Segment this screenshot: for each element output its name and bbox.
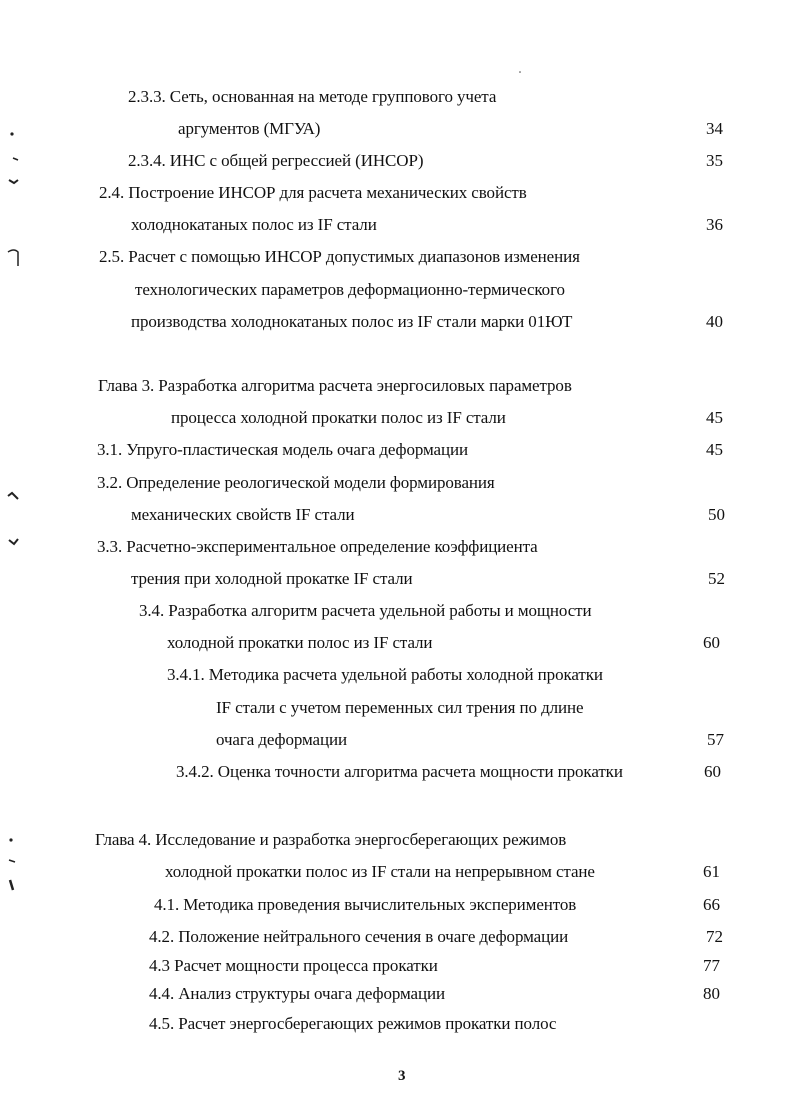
toc-line: аргументов (МГУА) [178, 119, 321, 138]
toc-line: технологических параметров деформационно-термического [135, 280, 565, 299]
toc-page-number: 61 [703, 862, 720, 881]
toc-line: холодной прокатки полос из IF стали [167, 633, 433, 652]
toc-page-number: 72 [706, 927, 723, 946]
toc-page-number: 66 [703, 895, 720, 914]
toc-page-number: 50 [708, 505, 725, 524]
toc-line: трения при холодной прокатке IF стали [131, 569, 413, 588]
toc-line: 3.4.1. Методика расчета удельной работы холодной прокатки [167, 665, 603, 684]
toc-page-number: 52 [708, 569, 725, 588]
toc-line: 4.3 Расчет мощности процесса прокатки [149, 956, 438, 975]
toc-page-number: 35 [706, 151, 723, 170]
toc-line: 2.4. Построение ИНСОР для расчета механических свойств [99, 183, 527, 202]
toc-line: механических свойств IF стали [131, 505, 355, 524]
toc-line: 4.4. Анализ структуры очага деформации [149, 984, 445, 1003]
toc-line: Глава 3. Разработка алгоритма расчета энергосиловых параметров [98, 376, 572, 395]
toc-line: холоднокатаных полос из IF стали [131, 215, 377, 234]
toc-line: 3.2. Определение реологической модели формирования [97, 473, 495, 492]
toc-line: производства холоднокатаных полос из IF стали марки 01ЮТ [131, 312, 573, 331]
toc-page-number: 45 [706, 440, 723, 459]
toc-page-number: 34 [706, 119, 723, 138]
toc-line: 2.5. Расчет с помощью ИНСОР допустимых диапазонов изменения [99, 247, 580, 266]
toc-page-number: 60 [704, 762, 721, 781]
toc-page-number: 40 [706, 312, 723, 331]
toc-line: 3.4. Разработка алгоритм расчета удельной работы и мощности [139, 601, 592, 620]
toc-line: IF стали с учетом переменных сил трения по длине [216, 698, 584, 717]
toc-line: 2.3.3. Сеть, основанная на методе группового учета [128, 87, 497, 106]
toc-line: 4.2. Положение нейтрального сечения в очаге деформации [149, 927, 569, 946]
toc-line: 2.3.4. ИНС с общей регрессией (ИНСОР) [128, 151, 424, 170]
toc-line: процесса холодной прокатки полос из IF стали [171, 408, 506, 427]
toc-line: очага деформации [216, 730, 347, 749]
toc-line: Глава 4. Исследование и разработка энергосберегающих режимов [95, 830, 567, 849]
toc-line: 3.4.2. Оценка точности алгоритма расчета мощности прокатки [176, 762, 623, 781]
toc-line: 4.1. Методика проведения вычислительных экспериментов [154, 895, 577, 914]
toc-line: 4.5. Расчет энергосберегающих режимов прокатки полос [149, 1014, 557, 1033]
toc-line: холодной прокатки полос из IF стали на непрерывном стане [165, 862, 595, 881]
page-number: 3 [398, 1068, 406, 1084]
toc-page-number: 36 [706, 215, 723, 234]
toc-line: 3.1. Упруго-пластическая модель очага деформации [97, 440, 468, 459]
toc-line: 3.3. Расчетно-экспериментальное определение коэффициента [97, 537, 538, 556]
toc-page-number: 57 [707, 730, 724, 749]
toc-page-number: 80 [703, 984, 720, 1003]
toc-page-number: 77 [703, 956, 720, 975]
toc-page-number: 45 [706, 408, 723, 427]
toc-page-number: 60 [703, 633, 720, 652]
